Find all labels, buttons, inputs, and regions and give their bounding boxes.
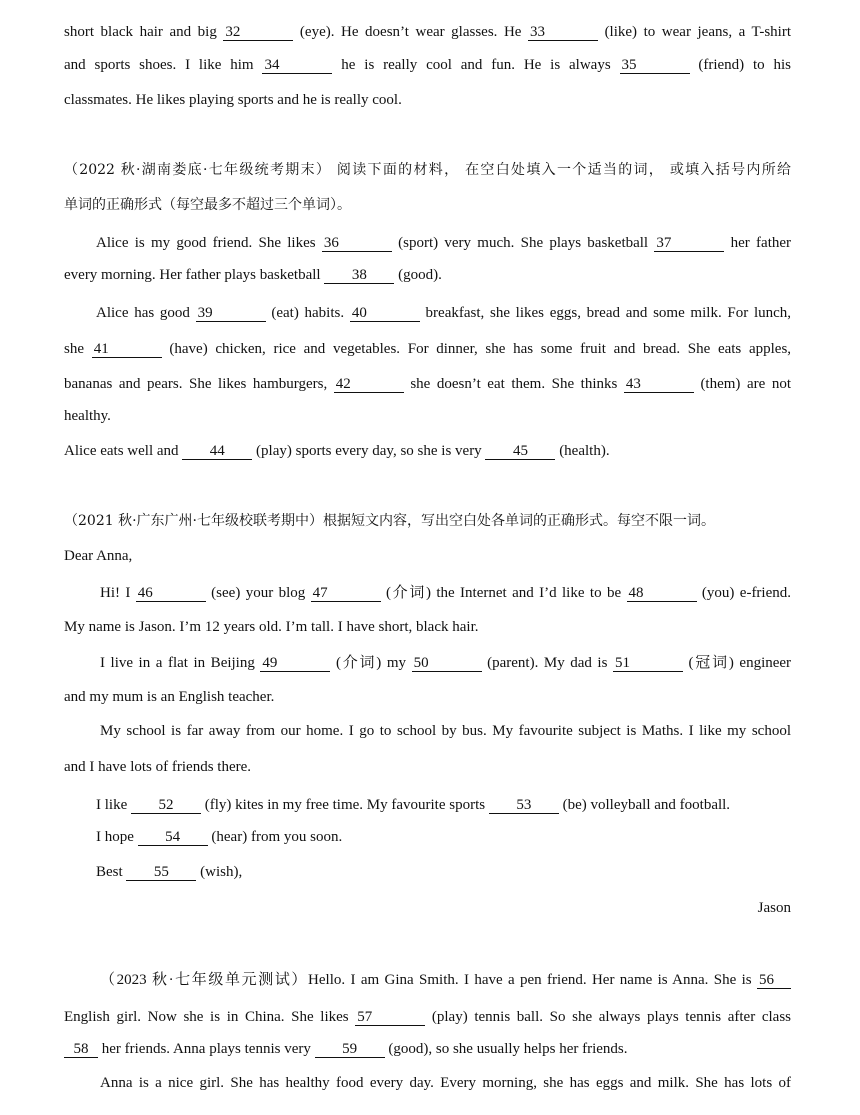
section2-para-line-6: healthy.: [64, 408, 111, 424]
section2-header-line-1: （2022 秋·湖南娄底·七年级统考期末） 阅读下面的材料， 在空白处填入一个适当的词， 或填入括号内所给: [64, 162, 791, 178]
blank-39[interactable]: 39: [196, 305, 266, 322]
section4-line-4: Anna is a nice girl. She has healthy food every day. Every morning, she has eggs and milk. She has lots of: [100, 1075, 791, 1091]
letter-line-9: Best 55 (wish),: [96, 864, 243, 880]
blank-37[interactable]: 37: [654, 235, 724, 252]
blank-52[interactable]: 52: [131, 797, 201, 814]
blank-51[interactable]: 51: [613, 655, 683, 672]
blank-40[interactable]: 40: [350, 305, 420, 322]
section2-para-line-4: she 41 (have) chicken, rice and vegetables. For dinner, she has some fruit and bread. She eats apples,: [64, 341, 792, 357]
blank-53[interactable]: 53: [489, 797, 559, 814]
section2-header-line-2: 单词的正确形式（每空最多不超过三个单词）。: [64, 197, 351, 213]
blank-49[interactable]: 49: [260, 655, 330, 672]
passage1-line-3: classmates. He likes playing sports and he is really cool.: [64, 92, 402, 108]
blank-34[interactable]: 34: [262, 57, 332, 74]
section4-line-1: （2023 秋·七年级单元测试）Hello. I am Gina Smith. I have a pen friend. Her name is Anna. She is 56: [100, 970, 791, 990]
section2-para-line-2: every morning. Her father plays basketball 38 (good).: [64, 267, 442, 283]
blank-54[interactable]: 54: [138, 829, 208, 846]
letter-line-4: and my mum is an English teacher.: [64, 689, 275, 705]
section4-line-2: English girl. Now she is in China. She likes 57 (play) tennis ball. So she always plays tennis after class: [64, 1009, 791, 1025]
blank-42[interactable]: 42: [334, 376, 404, 393]
section3-header: （2021 秋·广东广州·七年级校联考期中）根据短文内容，写出空白处各单词的正确形式。每空不限一词。: [64, 513, 715, 529]
passage1-line-2: and sports shoes. I like him 34 he is really cool and fun. He is always 35 (friend) to his: [64, 57, 792, 73]
blank-58[interactable]: 58: [64, 1041, 98, 1058]
letter-line-2: My name is Jason. I’m 12 years old. I’m tall. I have short, black hair.: [64, 619, 479, 635]
blank-38[interactable]: 38: [324, 267, 394, 284]
section2-para-line-7: Alice eats well and 44 (play) sports every day, so she is very 45 (health).: [64, 443, 610, 459]
blank-56[interactable]: 56: [757, 972, 791, 989]
blank-59[interactable]: 59: [315, 1041, 385, 1058]
letter-line-1: Hi! I 46 (see) your blog 47 (介词) the Internet and I’d like to be 48 (you) e-friend.: [100, 585, 792, 601]
letter-line-5: My school is far away from our home. I go to school by bus. My favourite subject is Maths. I like my school: [100, 723, 791, 739]
blank-41[interactable]: 41: [92, 341, 162, 358]
blank-47[interactable]: 47: [311, 585, 381, 602]
blank-57[interactable]: 57: [355, 1009, 425, 1026]
section2-para-line-5: bananas and pears. She likes hamburgers, 42 she doesn’t eat them. She thinks 43 (them) are not: [64, 376, 791, 392]
section2-para-line-1: Alice is my good friend. She likes 36 (sport) very much. She plays basketball 37 her father: [96, 235, 792, 251]
blank-44[interactable]: 44: [182, 443, 252, 460]
blank-33[interactable]: 33: [528, 24, 598, 41]
blank-43[interactable]: 43: [624, 376, 694, 393]
blank-48[interactable]: 48: [627, 585, 697, 602]
section4-line-3: 58 her friends. Anna plays tennis very 59 (good), so she usually helps her friends.: [64, 1039, 791, 1059]
blank-55[interactable]: 55: [126, 864, 196, 881]
blank-50[interactable]: 50: [412, 655, 482, 672]
letter-greeting: Dear Anna,: [64, 548, 133, 564]
letter-line-7: I like 52 (fly) kites in my free time. My favourite sports 53 (be) volleyball and football.: [96, 797, 731, 813]
letter-line-3: I live in a flat in Beijing 49 (介词) my 50 (parent). My dad is 51 (冠词) engineer: [100, 655, 792, 671]
passage1-line-1: short black hair and big 32 (eye). He doesn’t wear glasses. He 33 (like) to wear jeans, a T-shirt: [64, 24, 791, 40]
blank-32[interactable]: 32: [223, 24, 293, 41]
blank-46[interactable]: 46: [136, 585, 206, 602]
section2-para-line-3: Alice has good 39 (eat) habits. 40 breakfast, she likes eggs, bread and some milk. For lunch,: [96, 305, 792, 321]
blank-36[interactable]: 36: [322, 235, 392, 252]
letter-line-8: I hope 54 (hear) from you soon.: [96, 829, 343, 845]
blank-45[interactable]: 45: [485, 443, 555, 460]
blank-35[interactable]: 35: [620, 57, 690, 74]
letter-line-6: and I have lots of friends there.: [64, 759, 252, 775]
letter-signature: Jason: [757, 900, 791, 916]
